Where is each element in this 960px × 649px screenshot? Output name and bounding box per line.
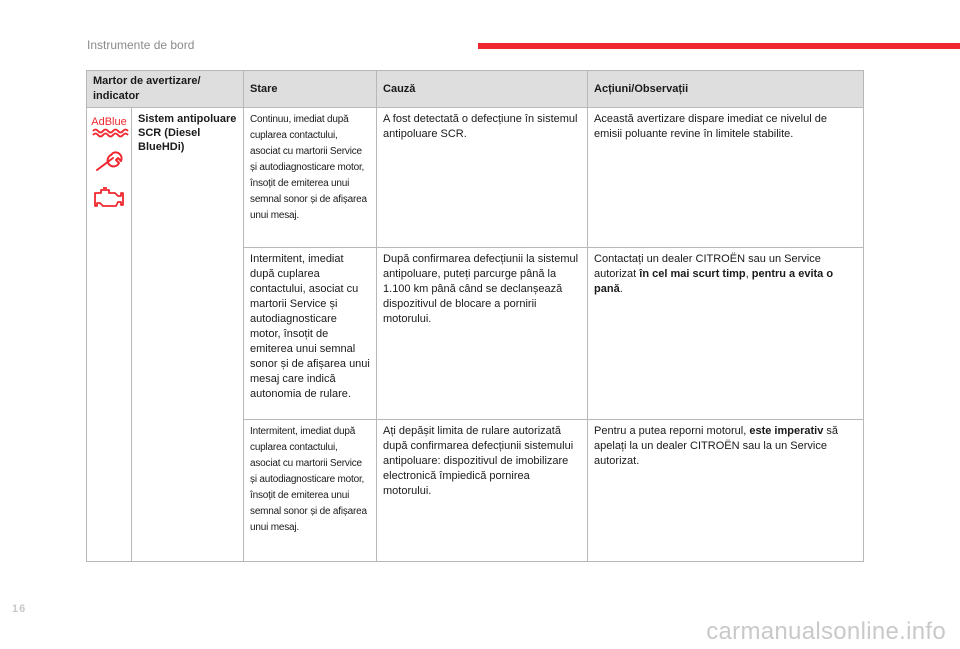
cause-cell: A fost detectată o defecțiune în sistemul antipoluare SCR. [377,108,588,248]
state-cell: Intermitent, imediat după cuplarea contactului, asociat cu martorii Service și autodiagnosticare motor, însoțit de emiterea unui semnal sonor și de afișarea unui mesaj care indică autonomia de rulare. [244,248,377,420]
action-text: , [745,268,752,280]
action-text: . [619,283,623,295]
engine-check-icon [91,184,127,210]
state-cell: Intermitent, imediat după cuplarea contactului, asociat cu martorii Service și autodiagnosticare motor, însoțit de emiterea unui semnal sonor și de afișarea unui mesaj. [244,420,377,562]
adblue-icon-label: AdBlue [91,116,127,128]
cause-cell: După confirmarea defecțiunii la sistemul antipoluare, puteți parcurge până la 1.100 km până când se declanșează dispozitivul de blocare a pornirii motorului. [377,248,588,420]
action-emphasis: pentru a evita o pană [594,268,834,295]
action-cell [588,420,864,562]
action-text: Această avertizare dispare imediat ce nivelul de emisii poluante revine în limitele stabilite. [594,113,827,140]
column-header-indicator: Martor de avertizare/ indicator [87,71,244,108]
warning-lights-table [86,70,864,562]
action-text: Contactați un dealer CITROËN sau un Service autorizat [594,253,821,280]
action-text: să apelați la un dealer CITROËN sau la un Service autorizat. [594,425,838,467]
column-header-cause: Cauză [377,71,588,108]
header-accent-bar [478,43,960,49]
action-emphasis: în cel mai scurt timp [639,268,746,280]
column-header-state: Stare [244,71,377,108]
cause-cell: Ați depășit limita de rulare autorizată după confirmarea defecțiunii sistemului antipoluare: dispozitivul de imobilizare electronică împiedică pornirea motorului. [377,420,588,562]
indicator-name: Sistem antipoluare SCR (Diesel BlueHDi) [132,108,244,562]
action-emphasis: este imperativ [749,425,824,437]
action-cell [588,248,864,420]
wrench-icon [92,150,126,174]
page-header-title: Instrumente de bord [87,38,195,52]
table-row [87,108,864,248]
state-cell: Continuu, imediat după cuplarea contactului, asociat cu martorii Service și autodiagnosticare motor, însoțit de emiterea unui semnal sonor și de afișarea unui mesaj. [244,108,377,248]
page-number: 16 [12,603,27,615]
table-header-row [87,71,864,108]
adblue-icon [89,114,129,140]
action-cell [588,108,864,248]
indicator-icons-cell [87,108,132,562]
column-header-actions: Acțiuni/Observații [588,71,864,108]
action-text: Pentru a putea reporni motorul, [594,425,750,437]
watermark: carmanualsonline.info [706,618,946,645]
